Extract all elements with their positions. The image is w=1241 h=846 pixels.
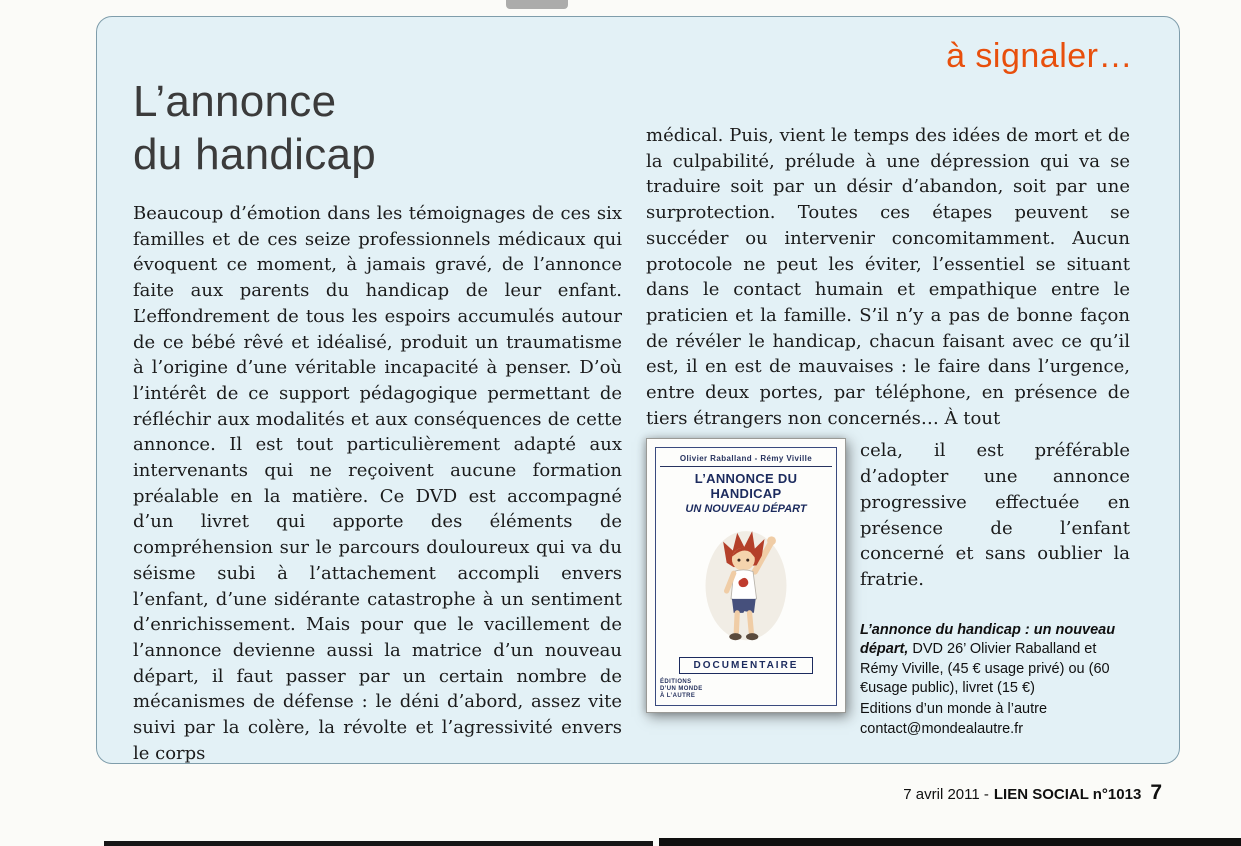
footer-issue: LIEN SOCIAL n°1013 — [993, 786, 1142, 803]
scan-artifact-top-smudge — [506, 0, 568, 9]
left-column — [133, 201, 622, 766]
section-label: à signaler… — [946, 37, 1133, 75]
footer-date: 7 avril 2011 - — [903, 786, 989, 803]
scan-artifact-bottom-bar-left — [104, 841, 653, 846]
title-line-1: L’annonce — [133, 77, 337, 126]
caption-details: DVD 26’ Olivier Raballand et Rémy Viville, (45 € usage privé) ou (60 €usage public), livret (15 €) — [860, 641, 1110, 697]
footer-page-number: 7 — [1150, 781, 1162, 804]
caption-publisher: Editions d’un monde à l’autre — [860, 700, 1048, 717]
dvd-cover-frame — [655, 447, 837, 706]
dvd-subtitle: UN NOUVEAU DÉPART — [685, 503, 807, 516]
title-line-2: du handicap — [133, 130, 377, 179]
publisher-logo-line-2: D’UN MONDE — [660, 686, 703, 693]
caption-lead: L’annonce du handicap : un nouveau départ, — [860, 621, 1116, 658]
scan-artifact-bottom-bar-right — [659, 838, 1241, 846]
dvd-authors: Olivier Raballand - Rémy Viville — [660, 454, 832, 467]
right-column-text-wrap: cela, il est préférable d’adopter une annonce progressive effectuée en présence de l’enfant concerné et sans oublier la fratrie. — [860, 440, 1130, 590]
dvd-illustration — [687, 517, 805, 649]
left-column-text: Beaucoup d’émotion dans les témoignages de ces six familles et de ces seize professionnels médicaux qui évoquent ce moment, à jamais gravé, de l’annonce faite aux parents du handicap de leur enfant. L’effondrement de tous les espoirs accumulés autour de ce bébé rêvé et idéalisé, produit un traumatisme à l’origine d’une véritable incapacité à penser. D’où l’intérêt de ce support pédagogique permettant de réfléchir aux modalités et aux conséquences de cette annonce. Il est tout particulièrement adapté aux intervenants qui ne reçoivent aucune formation préalable en la matière. Ce DVD est accompagné d’un livret qui apporte des éléments de compréhension sur le parcours douloureux qui va du séisme subi à l’attachement accompli envers l’enfant, d’une sidérante catastrophe à un sentiment d’enrichissement. Mais pour que le vacillement de l’annonce devienne aussi la matrice d’un nouveau départ, il faut passer par un certain nombre de mécanismes de défense : le déni d’abord, assez vite suivi par la colère, la révolte et l’agressivité envers le corps — [133, 203, 622, 764]
page-footer — [903, 781, 1162, 805]
article-panel — [96, 16, 1180, 764]
dvd-title: L’ANNONCE DU HANDICAP — [694, 471, 798, 502]
article-title — [133, 75, 376, 181]
publisher-logo — [660, 679, 703, 700]
caption-contact: contact@mondealautre.fr — [860, 721, 1024, 738]
publisher-logo-line-3: À L’AUTRE — [660, 693, 696, 700]
caption-main — [860, 621, 1130, 699]
dvd-cover — [646, 438, 846, 713]
dvd-genre-label: DOCUMENTAIRE — [679, 657, 814, 674]
dvd-figure-row — [646, 438, 1130, 740]
right-column — [646, 123, 1130, 741]
beside-figure-column — [860, 438, 1130, 740]
publisher-logo-line-1: ÉDITIONS — [660, 679, 692, 686]
right-column-text-top: médical. Puis, vient le temps des idées de mort et de la culpabilité, prélude à une dépression qui va se traduire soit par un désir d’abandon, soit par une surprotection. Toutes ces étapes peuvent se succéder ou intervenir concomitamment. Aucun protocole ne peut les éviter, l’essentiel se situant dans le contact humain et empathique entre le praticien et la famille. S’il n’y a pas de bonne façon de révéler le handicap, chacun faisant avec ce qu’il est, il en est de mauvaises : le faire dans l’urgence, entre deux portes, par téléphone, en présence de tiers étrangers non concernés… À tout — [646, 125, 1130, 429]
dvd-caption — [860, 621, 1130, 740]
dvd-footer-row — [660, 679, 832, 700]
